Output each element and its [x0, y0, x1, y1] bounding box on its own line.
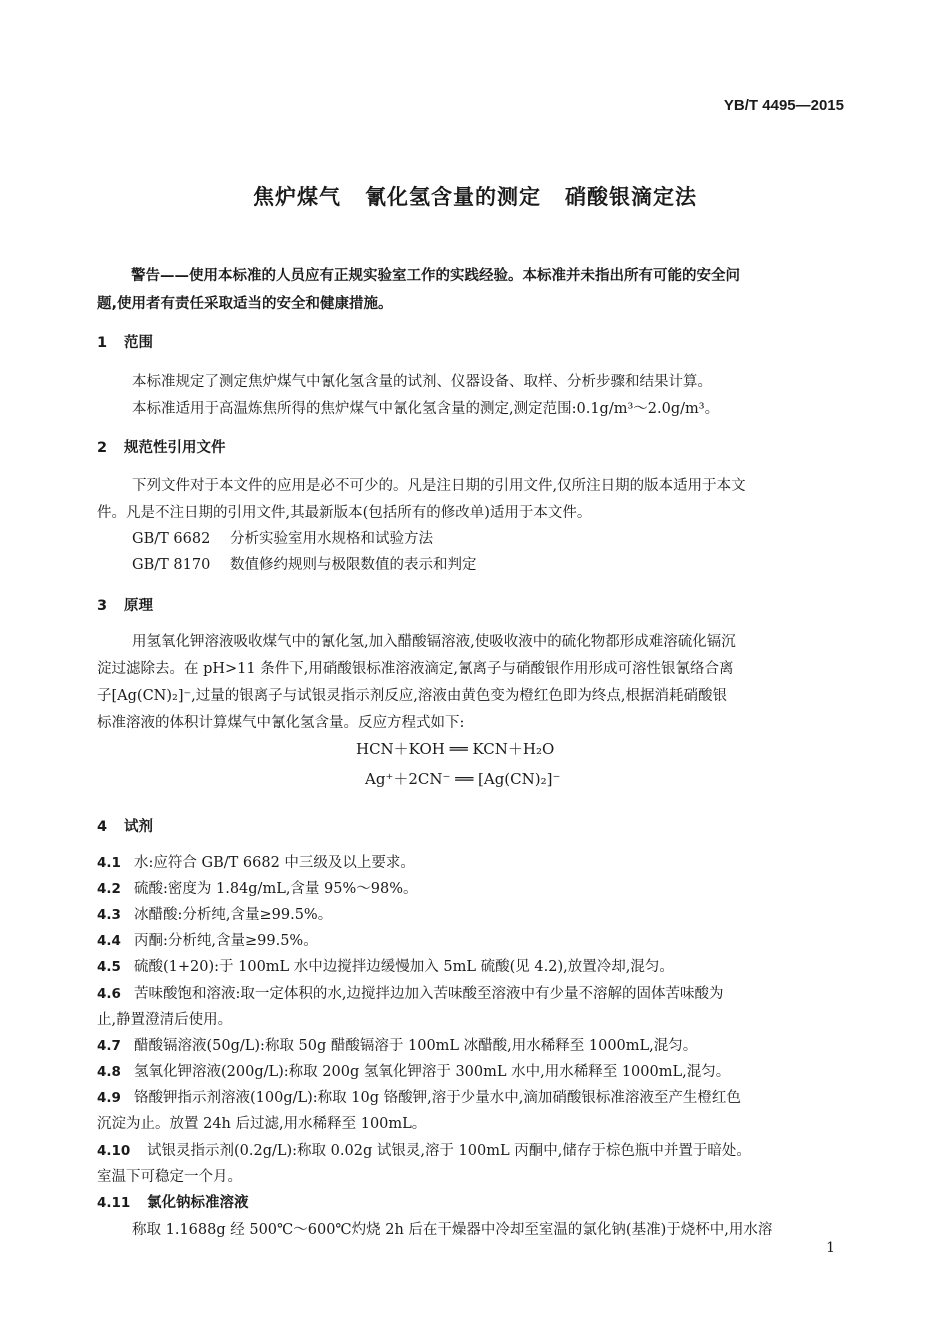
reagent-item [97, 1139, 751, 1160]
reagent-item [97, 955, 674, 976]
reference-item [132, 553, 477, 574]
item-text: 醋酸镉溶液(50g/L):称取 50g 醋酸镉溶于 100mL 冰醋酸,用水稀释至 1000mL,混匀。 [134, 1038, 698, 1054]
normative-refs-line-2: 件。凡是不注日期的引用文件,其最新版本(包括所有的修改单)适用于本文件。 [97, 505, 592, 521]
title-part-3: 硝酸银滴定法 [565, 185, 697, 209]
item-number: 4.10 [97, 1143, 131, 1159]
item-text: 水:应符合 GB/T 6682 中三级及以上要求。 [134, 855, 415, 871]
item-number: 4.11 [97, 1195, 131, 1211]
section-4-heading [97, 815, 153, 836]
item-text: 丙酮:分析纯,含量≥99.5%。 [134, 933, 318, 949]
section-title: 规范性引用文件 [124, 440, 226, 456]
item-number: 4.1 [97, 855, 121, 871]
section-number: 3 [97, 598, 108, 614]
reagent-item-continued: 室温下可稳定一个月。 [97, 1169, 242, 1185]
item-text: 硫酸:密度为 1.84g/mL,含量 95%～98%。 [134, 881, 418, 897]
item-number: 4.9 [97, 1090, 121, 1106]
reagent-item-continued: 沉淀为止。放置 24h 后过滤,用水稀释至 100mL。 [97, 1116, 427, 1132]
item-number: 4.6 [97, 986, 121, 1002]
reference-title: 数值修约规则与极限数值的表示和判定 [230, 557, 477, 573]
sodium-chloride-paragraph: 称取 1.1688g 经 500℃～600℃灼烧 2h 后在干燥器中冷却至室温的氯化钠(基准)于烧杯中,用水溶 [132, 1222, 773, 1238]
reference-item [132, 527, 433, 548]
reagent-item [97, 903, 332, 924]
section-number: 2 [97, 440, 108, 456]
title-part-2: 氰化氢含量的测定 [365, 185, 541, 209]
reference-code: GB/T 8170 [132, 557, 211, 573]
page-number: 1 [826, 1240, 835, 1256]
item-text: 苦味酸饱和溶液:取一定体积的水,边搅拌边加入苦味酸至溶液中有少量不溶解的固体苦味酸为 [134, 986, 724, 1002]
principle-line-1: 用氢氧化钾溶液吸收煤气中的氰化氢,加入醋酸镉溶液,使吸收液中的硫化物都形成难溶硫化镉沉 [132, 634, 736, 650]
item-text: 硫酸(1+20):于 100mL 水中边搅拌边缓慢加入 5mL 硫酸(见 4.2),放置冷却,混匀。 [134, 959, 674, 975]
scope-paragraph-1: 本标准规定了测定焦炉煤气中氰化氢含量的试剂、仪器设备、取样、分析步骤和结果计算。 [132, 374, 712, 390]
item-text: 铬酸钾指示剂溶液(100g/L):称取 10g 铬酸钾,溶于少量水中,滴加硝酸银标准溶液至产生橙红色 [134, 1090, 741, 1106]
section-number: 1 [97, 335, 108, 351]
reagent-item [97, 877, 418, 898]
item-text: 冰醋酸:分析纯,含量≥99.5%。 [134, 907, 333, 923]
warning-line-2: 题,使用者有责任采取适当的安全和健康措施。 [97, 296, 393, 312]
item-text: 试银灵指示剂(0.2g/L):称取 0.02g 试银灵,溶于 100mL 丙酮中,储存于棕色瓶中并置于暗处。 [147, 1143, 751, 1159]
warning-line-1: 警告——使用本标准的人员应有正规实验室工作的实践经验。本标准并未指出所有可能的安全问 [131, 268, 740, 284]
section-1-heading [97, 331, 153, 352]
item-number: 4.2 [97, 881, 121, 897]
item-number: 4.4 [97, 933, 121, 949]
reagent-item [97, 1034, 697, 1055]
section-title: 范围 [124, 335, 153, 351]
reference-title: 分析实验室用水规格和试验方法 [230, 531, 433, 547]
equation-2: Ag⁺＋2CN⁻ ══ [Ag(CN)₂]⁻ [365, 770, 561, 788]
item-number: 4.8 [97, 1064, 121, 1080]
standard-number: YB/T 4495—2015 [723, 97, 844, 114]
section-2-heading [97, 436, 226, 457]
item-number: 4.3 [97, 907, 121, 923]
scope-paragraph-2: 本标准适用于高温炼焦所得的焦炉煤气中氰化氢含量的测定,测定范围:0.1g/m³～2.0g/m³。 [132, 401, 720, 417]
reference-code: GB/T 6682 [132, 531, 211, 547]
reagent-item [97, 851, 415, 872]
item-number: 4.7 [97, 1038, 121, 1054]
reagent-item [97, 1086, 741, 1107]
section-number: 4 [97, 819, 108, 835]
reagent-item [97, 929, 318, 950]
item-number: 4.5 [97, 959, 121, 975]
equation-1: HCN＋KOH ══ KCN＋H₂O [356, 740, 555, 758]
reagent-item [97, 982, 724, 1003]
item-text: 氯化钠标准溶液 [147, 1195, 249, 1211]
reagent-item-continued: 止,静置澄清后使用。 [97, 1012, 233, 1028]
reagent-item [97, 1191, 249, 1212]
section-3-heading [97, 594, 153, 615]
principle-line-4: 标准溶液的体积计算煤气中氰化氢含量。反应方程式如下: [97, 715, 465, 731]
title-part-1: 焦炉煤气 [253, 185, 341, 209]
principle-line-2: 淀过滤除去。在 pH>11 条件下,用硝酸银标准溶液滴定,氰离子与硝酸银作用形成可溶性银氰络合离 [97, 661, 734, 677]
section-title: 试剂 [124, 819, 153, 835]
normative-refs-line-1: 下列文件对于本文件的应用是必不可少的。凡是注日期的引用文件,仅所注日期的版本适用于本文 [132, 478, 746, 494]
section-title: 原理 [124, 598, 153, 614]
reagent-item [97, 1060, 730, 1081]
page-title [0, 181, 950, 211]
item-text: 氢氧化钾溶液(200g/L):称取 200g 氢氧化钾溶于 300mL 水中,用水稀释至 1000mL,混匀。 [134, 1064, 731, 1080]
principle-line-3: 子[Ag(CN)₂]⁻,过量的银离子与试银灵指示剂反应,溶液由黄色变为橙红色即为终点,根据消耗硝酸银 [97, 688, 727, 704]
